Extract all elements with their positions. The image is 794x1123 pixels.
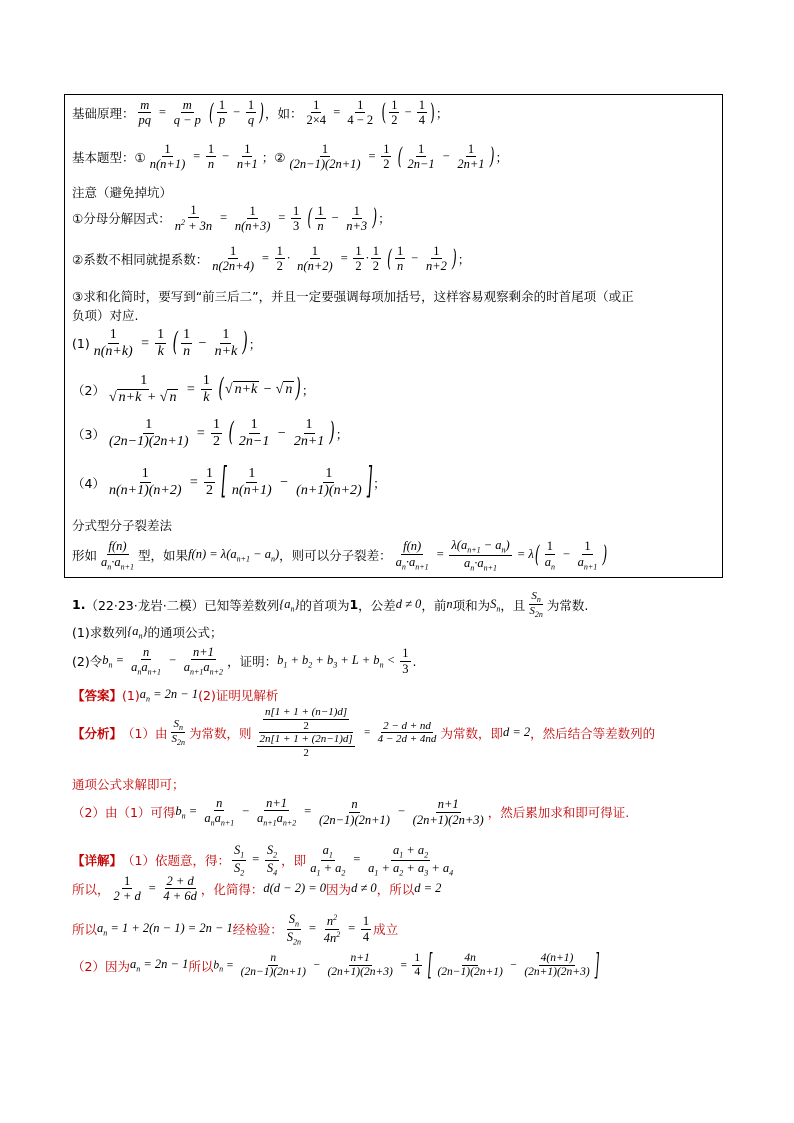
tip2-label: ②系数不相同就提系数： xyxy=(72,251,209,267)
principle-example: $\frac{1}{2\times 4}$ = $\frac{1}{4 - 2}$ ( $\frac{1}{2}$ − $\frac{1}{4}$ ) xyxy=(306,97,435,128)
tip1-row: ①分母分解因式： $\frac{1}{n^2 + 3n}$ = $\frac{1}{n(n+3)}$ = $\frac{1}{3}$ ( $\frac{1}{n}$ − $\frac{1}{n+3}$ ) ； xyxy=(72,202,391,234)
question-1: (1)求数列 $\{a_n\}$ 的通项公式； xyxy=(72,623,223,641)
problem-stem: 1. （22·23·龙岩·二模） 已知等差数列 $\{a_n\}$ 的首项为 1 ，公差 d ≠ 0 ，前 n 项和为 $S_n$ ，且 $\frac{S_n}{S_{2n}}$ 为常数. xyxy=(72,590,589,620)
detail-d2: 所以， xyxy=(72,881,110,897)
analysis-row-2: 通项公式求解即可； xyxy=(72,777,185,792)
detail-d2c: 因为 xyxy=(326,881,352,897)
detail-bn-formula: $b_n$ = $\frac{n}{(2n-1)(2n+1)}$ − $\frac{n+1}{(2n+1)(2n+3)}$ = $\frac{1}{4}$ [ $\frac{4n}{(2n-1)(2n+1)}$ − $\frac{4(n+1)}{(2n+1)(2n+3)}$ ] xyxy=(213,946,600,983)
stem-e: 项和为 xyxy=(452,597,491,613)
detail-d1b: ，即 xyxy=(281,853,307,869)
basic-formula-1: $\frac{1}{n(n+1)}$ = $\frac{1}{n}$ − $\frac{1}{n+1}$ xyxy=(149,142,258,172)
detail-d1: （1）依题意，得： xyxy=(122,853,230,869)
tip2-row: ②系数不相同就提系数： $\frac{1}{n(2n+4)}$ = $\frac{1}{2}$ · $\frac{1}{n(n+2)}$ = $\frac{1}{2}$ · $\frac{1}{2}$ ( $\frac{1}{n}$ − $\frac{1}{n+2}$ ) ； xyxy=(72,243,471,274)
answer-part2: (2)证明见解析 xyxy=(198,688,279,703)
analysis-b1: （2）由（1）可得 xyxy=(72,805,176,821)
answer-label: 【答案】 xyxy=(72,688,123,703)
detail-d2d: ，所以 xyxy=(376,881,415,897)
shape-suffix: ，则可以分子裂差： xyxy=(279,548,392,564)
item1-row: (1) $\frac{1}{n(n+k)}$ = $\frac{1}{k}$ ( $\frac{1}{n}$ − $\frac{1}{n+k}$ ) ； xyxy=(72,327,262,360)
numerator-split-row xyxy=(72,538,608,572)
detail-row-2: 所以， $\frac{1}{2 + d}$ = $\frac{2 + d}{4 + 6d}$ ，化简得： d(d − 2) = 0 因为 d ≠ 0 ，所以 d = 2 xyxy=(72,874,442,904)
answer-formula: $a_n = 2n - 1$ xyxy=(139,686,199,704)
analysis-row-1: 【分析】 （1）由 $\frac{S_n}{S_{2n}}$ 为常数，则 $\frac{\frac{n[1 + 1 + (n-1)d]}{2}}{\frac{2n[1 + 1 + (2n-1)d]}{2}}$ = $\frac{2 - d + nd}{4 - 2d + 4nd}$ 为常数，即 d = 2 ，然后结合等差数列的 xyxy=(72,706,656,759)
analysis-a3: 为常数，即 xyxy=(440,725,503,741)
basic-types-row: 基本题型：① $\frac{1}{n(n+1)}$ = $\frac{1}{n}$ − $\frac{1}{n+1}$ ；② $\frac{1}{(2n-1)(2n+1)}$ = $\frac{1}{2}$ ( $\frac{1}{2n-1}$ − $\frac{1}{2n+1}$ ) ； xyxy=(72,141,508,172)
detail-d3b: 经检验： xyxy=(232,922,283,938)
detail-row-1: 【详解】 （1）依题意，得： $\frac{S_1}{S_2}$ = $\frac{S_2}{S_4}$ ，即 $\frac{a_1}{a_1 + a_2}$ = $\frac{a_1 + a_2}{a_1 + a_2 + a_3 + a_4}$ xyxy=(72,843,454,878)
item2-row: （2） $\frac{1}{√ n+k + √ n}$ = $\frac{1}{k}$ (√ n+k − √ n ) ； xyxy=(72,373,315,406)
note-heading: 注意（避免掉坑） xyxy=(72,185,173,200)
analysis-a4: ，然后结合等差数列的 xyxy=(530,725,656,741)
first-term: 1 xyxy=(349,597,359,613)
q1-end: 的通项公式； xyxy=(147,625,223,640)
problem-source: （22·23·龙岩·二模） xyxy=(85,597,205,613)
q2-text: (2)令 xyxy=(72,654,103,670)
shape-prefix: 形如 xyxy=(72,548,98,564)
basic-sep: ；② xyxy=(261,149,286,165)
item1-label: (1) xyxy=(72,336,90,352)
stem-d: ，前 xyxy=(421,597,447,613)
answer-part1: (1) xyxy=(122,687,140,703)
tip3-line2: 负项）对应. xyxy=(72,308,139,323)
analysis-a2: 为常数，则 xyxy=(188,725,252,741)
item1-formula: $\frac{1}{n(n+k)}$ = $\frac{1}{k}$ ( $\frac{1}{n}$ − $\frac{1}{n+k}$ ) xyxy=(93,327,248,360)
principle-formula: $\frac{m}{pq}$ = $\frac{m}{q - p}$ ( $\frac{1}{p}$ − $\frac{1}{q}$ ) xyxy=(138,97,264,128)
answer-row xyxy=(72,686,278,704)
detail-d2b: ，化简得： xyxy=(200,881,264,897)
problem-number: 1. xyxy=(72,597,86,613)
item3-label: （3） xyxy=(72,426,105,442)
analysis-row-3 xyxy=(72,796,629,828)
detail-d3c: 成立 xyxy=(373,922,399,938)
bn-definition: $b_n$ = $\frac{n}{a_na_{n+1}}$ − $\frac{n+1}{a_{n+1}a_{n+2}}$ xyxy=(102,645,224,677)
q1-text: (1)求数列 xyxy=(72,625,128,640)
shape-fraction: $\frac{f(n)}{a_n\cdot a_{n+1}}$ xyxy=(101,539,135,572)
numerator-split-title: 分式型分子裂差法 xyxy=(72,518,173,533)
item4-formula: $\frac{1}{n(n+1)(n+2)}$ = $\frac{1}{2}$ [ $\frac{1}{n(n+1)}$ − $\frac{1}{(n+1)(n+2)}$ ] xyxy=(108,461,373,503)
item4-row: （4） $\frac{1}{n(n+1)(n+2)}$ = $\frac{1}{2}$ [ $\frac{1}{n(n+1)}$ − $\frac{1}{(n+1)(n+2)}$ ] ； xyxy=(72,461,386,503)
stem-f: ，且 xyxy=(500,597,526,613)
stem-b: 的首项为 xyxy=(299,597,350,613)
analysis-b2: ，然后累加求和即可得证. xyxy=(487,805,630,821)
detail-d3: 所以 xyxy=(72,922,98,938)
analysis-bn: $b_n$ = $\frac{n}{a_na_{n+1}}$ − $\frac{n+1}{a_{n+1}a_{n+2}}$ = $\frac{n}{(2n-1)(2n+1)}$ − $\frac{n+1}{(2n+1)(2n+3)}$ xyxy=(175,796,484,828)
detail-row-3: 所以 $a_n = 1 + 2(n - 1) = 2n - 1$ 经检验： $\frac{S_n}{S_{2n}}$ = $\frac{n^2}{4n^2}$ = $\frac{1}{4}$ 成立 xyxy=(72,912,399,947)
question-2 xyxy=(72,645,416,677)
analysis-ratio: $\frac{\frac{n[1 + 1 + (n-1)d]}{2}}{\frac{2n[1 + 1 + (2n-1)d]}{2}}$ = $\frac{2 - d + nd}{4 - 2d + 4nd}$ xyxy=(259,706,437,759)
basic-label: 基本题型：① xyxy=(72,149,146,165)
item3-row: （3） $\frac{1}{(2n-1)(2n+1)}$ = $\frac{1}{2}$ ( $\frac{1}{2n-1}$ − $\frac{1}{2n+1}$ ) ； xyxy=(72,417,349,450)
q2-end: . xyxy=(412,653,417,669)
detail-d4: （2）因为 xyxy=(72,958,130,974)
tip1-label: ①分母分解因式： xyxy=(72,211,171,227)
principle-row: 基础原理： $\frac{m}{pq}$ = $\frac{m}{q - p}$ ( $\frac{1}{p}$ − $\frac{1}{q}$ ) ，如： $\frac{1}{2\times 4}$ = $\frac{1}{4 - 2}$ ( $\frac{1}{2}$ − $\frac{1}{4}$ ) ； xyxy=(72,97,449,128)
item4-label: （4） xyxy=(72,475,105,491)
analysis-a1: （1）由 xyxy=(122,725,168,741)
tip3-line1: ③求和化简时，要写到“前三后二”，并且一定要强调每项加括号，这样容易观察剩余的时首尾项（或正 xyxy=(72,289,634,304)
item3-formula: $\frac{1}{(2n-1)(2n+1)}$ = $\frac{1}{2}$ ( $\frac{1}{2n-1}$ − $\frac{1}{2n+1}$ ) xyxy=(108,417,335,450)
principle-sep: ，如： xyxy=(264,105,303,121)
shape-condition: $f(n) = \lambda(a_{n+1} - a_n)$ xyxy=(188,546,280,564)
detail-label: 【详解】 xyxy=(72,853,123,869)
principle-label: 基础原理： xyxy=(72,105,135,121)
stem-a: 已知等差数列 xyxy=(204,597,280,613)
stem-c: ，公差 xyxy=(358,597,396,613)
item2-formula: $\frac{1}{√ n+k + √ n}$ = $\frac{1}{k}$ (√ n+k − √ n ) xyxy=(108,373,301,406)
item2-label: （2） xyxy=(72,382,105,398)
analysis-label: 【分析】 xyxy=(72,725,123,741)
tip1-formula: $\frac{1}{n^2 + 3n}$ = $\frac{1}{n(n+3)}$ = $\frac{1}{3}$ ( $\frac{1}{n}$ − $\frac{1}{n+3}$ ) xyxy=(174,202,378,234)
inequality: $b_1 + b_2 + b_3 + L + b_n$ < $\frac{1}{3}$ xyxy=(277,646,409,676)
q2-mid: ，证明： xyxy=(227,654,278,670)
detail-row-4: （2）因为 $a_n = 2n - 1$ 所以 $b_n$ = $\frac{n}{(2n-1)(2n+1)}$ − $\frac{n+1}{(2n+1)(2n+3)}$ = $\frac{1}{4}$ [ $\frac{4n}{(2n-1)(2n+1)}$ − $\frac{4(n+1)}{(2n+1)(2n+3)}$ ] xyxy=(72,946,600,983)
basic-formula-2: $\frac{1}{(2n-1)(2n+1)}$ = $\frac{1}{2}$ ( $\frac{1}{2n-1}$ − $\frac{1}{2n+1}$ ) xyxy=(289,141,495,172)
shape-mid: 型，如果 xyxy=(138,548,189,564)
detail-d4b: 所以 xyxy=(188,958,214,974)
tip2-formula: $\frac{1}{n(2n+4)}$ = $\frac{1}{2}$ · $\frac{1}{n(n+2)}$ = $\frac{1}{2}$ · $\frac{1}{2}$ ( $\frac{1}{n}$ − $\frac{1}{n+2}$ ) xyxy=(212,243,457,274)
shape-result: $\frac{f(n)}{a_n\cdot a_{n+1}}$ = $\frac{\lambda(a_{n+1} - a_n)}{a_n\cdot a_{n+1}}$ = λ( $\frac{1}{a_n}$ − $\frac{1}{a_{n+1}}$ ) xyxy=(395,538,608,573)
stem-g: 为常数. xyxy=(546,597,589,613)
